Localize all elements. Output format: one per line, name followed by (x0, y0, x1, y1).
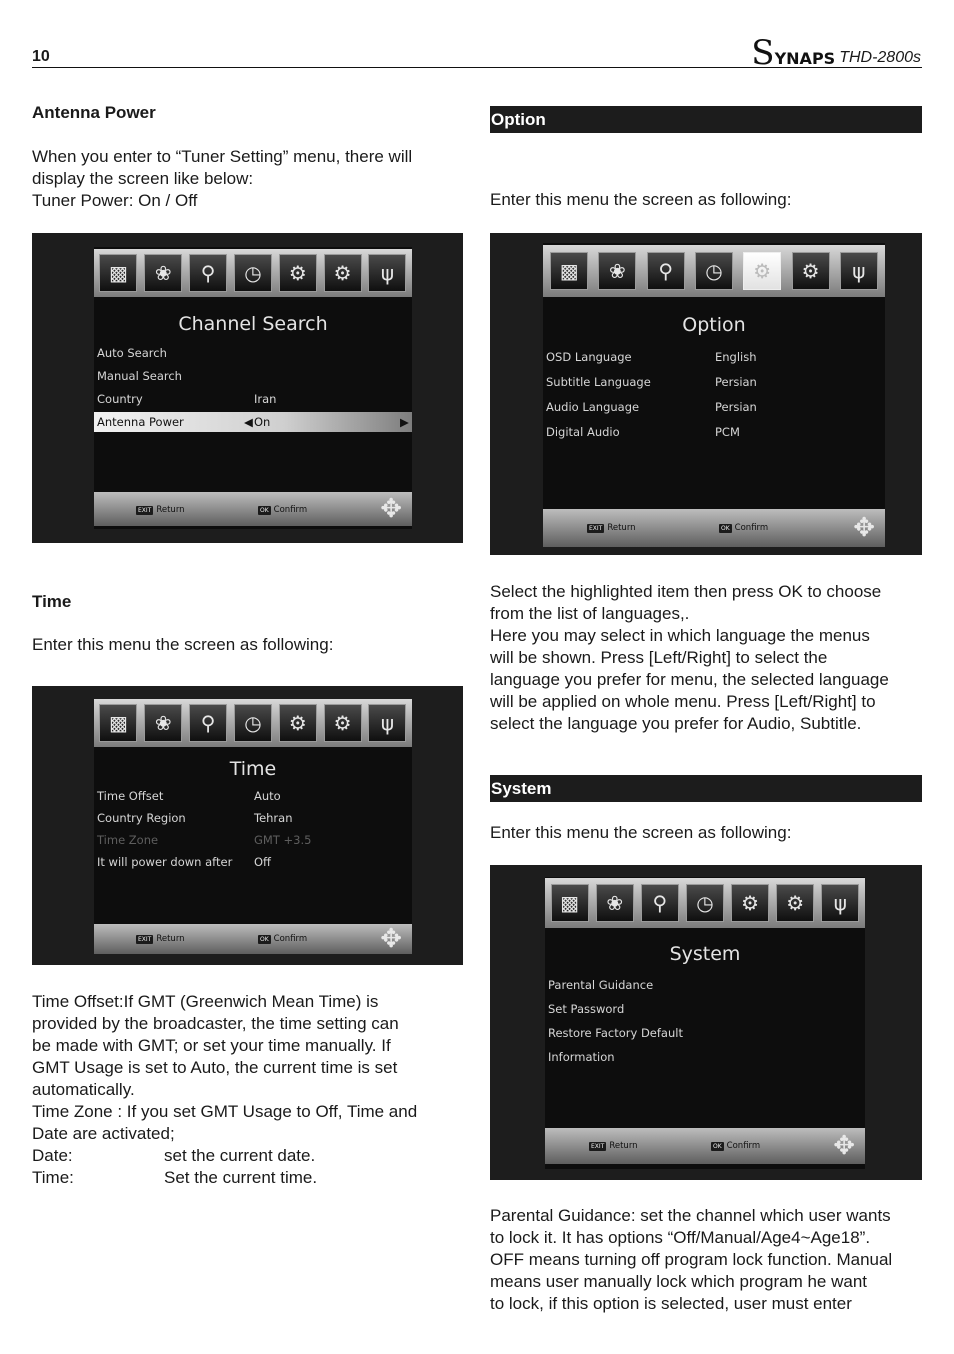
system-description: Parental Guidance: set the channel which user wants to lock it. It has options “Off/Manual/Age4~Age18”. OFF means turning off program lock function. Manual means user manually lock which program he want to lock, if this option is selected, user must enter (490, 1206, 893, 1313)
menu-row: Digital Audio PCM (546, 425, 740, 439)
screen-title: Channel Search (178, 313, 328, 335)
system-intro: Enter this menu the screen as following: (490, 823, 792, 842)
menu-row-disabled: Time Zone GMT +3.5 (97, 833, 312, 847)
settings-icon: ⚙ (279, 704, 317, 742)
antenna-power-intro: When you enter to “Tuner Setting” menu, there will display the screen like below: Tuner Power: On / Off (32, 147, 413, 210)
menu-row: Auto Search (97, 346, 167, 360)
usb-icon: ψ (840, 252, 878, 290)
system-heading-bar: System (490, 775, 922, 802)
clock-icon: ◷ (686, 884, 724, 922)
menu-row: It will power down after Off (97, 855, 271, 869)
search-globe-icon: ⚲ (647, 252, 685, 290)
screen-footer: EXIT Return OK Confirm ✥ (545, 1128, 865, 1164)
channel-search-screenshot (32, 233, 463, 543)
menu-icon-strip (545, 878, 865, 928)
model-name: THD-2800s (839, 49, 921, 66)
brand-logo: SYNAPS (751, 33, 836, 73)
usb-icon: ψ (821, 884, 859, 922)
option-icon-selected: ⚙ (743, 252, 781, 290)
menu-row: Manual Search (97, 369, 182, 383)
system-screenshot (490, 865, 922, 1180)
menu-icon-strip (94, 249, 412, 297)
clock-icon: ◷ (234, 704, 272, 742)
option-description: Select the highlighted item then press OK to choose from the list of languages,. Here you may select in which language the menus will be shown. Press [Left/Right] to select the language you prefer for menu, the selected language will be applied on whole menu. Press [Left/Right] to select the language you prefer for Audio, Subtitle. (490, 582, 889, 733)
tv-icon: ▩ (99, 254, 137, 292)
search-globe-icon: ⚲ (189, 254, 227, 292)
option-screenshot (490, 233, 922, 555)
usb-icon: ψ (368, 704, 406, 742)
search-globe-icon: ⚲ (189, 704, 227, 742)
clock-icon: ◷ (695, 252, 733, 290)
brand-header (751, 30, 921, 73)
menu-row: OSD Language English (546, 350, 757, 364)
gear-icon: ⚙ (776, 884, 814, 922)
search-globe-icon: ⚲ (641, 884, 679, 922)
page-number: 10 (32, 48, 50, 65)
screen-title: Time (229, 758, 277, 780)
header-rule (32, 67, 922, 68)
navigation-arrows-icon: ✥ (833, 1131, 855, 1161)
settings-icon: ⚙ (279, 254, 317, 292)
menu-row: Time Offset Auto (97, 789, 281, 803)
menu-row: Set Password (548, 1002, 625, 1016)
time-intro: Enter this menu the screen as following: (32, 635, 334, 654)
menu-row: Information (548, 1050, 615, 1064)
time-description: Time Offset:If GMT (Greenwich Mean Time) is provided by the broadcaster, the time setting can be made with GMT; or set your time manually. If GMT Usage is set to Auto, the current time is set automatically. Time Zone : If you set GMT Usage to Off, Time and Date are activated; Date: set the current date. Time: Set the current time. (32, 992, 418, 1187)
time-heading: Time (32, 592, 72, 611)
option-heading-bar: Option (490, 106, 922, 133)
menu-row: Country Region Tehran (97, 811, 293, 825)
screen-title: Option (682, 314, 746, 336)
tv-icon: ▩ (551, 884, 589, 922)
gear-icon: ⚙ (324, 254, 362, 292)
menu-row: Audio Language Persian (546, 400, 757, 414)
navigation-arrows-icon: ✥ (380, 924, 402, 954)
clock-icon: ◷ (234, 254, 272, 292)
gear-icon: ⚙ (324, 704, 362, 742)
antenna-power-heading: Antenna Power (32, 103, 156, 122)
option-intro: Enter this menu the screen as following: (490, 190, 792, 209)
screen-footer: EXIT Return OK Confirm ✥ (94, 492, 412, 526)
film-reel-icon: ❀ (598, 252, 636, 290)
menu-icon-strip (543, 245, 885, 297)
menu-row: Subtitle Language Persian (546, 375, 757, 389)
menu-row: Country Iran (97, 392, 277, 406)
navigation-arrows-icon: ✥ (380, 494, 402, 524)
screen-title: System (669, 943, 741, 965)
film-reel-icon: ❀ (144, 704, 182, 742)
menu-row-highlighted: Antenna Power ◀ On ▶ (94, 412, 412, 432)
tv-icon: ▩ (550, 252, 588, 290)
screen-footer: EXIT Return OK Confirm ✥ (94, 924, 412, 954)
usb-icon: ψ (368, 254, 406, 292)
time-screenshot (32, 686, 463, 965)
film-reel-icon: ❀ (144, 254, 182, 292)
menu-row: Restore Factory Default (548, 1026, 683, 1040)
menu-icon-strip (94, 699, 412, 747)
tv-icon: ▩ (99, 704, 137, 742)
film-reel-icon: ❀ (596, 884, 634, 922)
settings-icon: ⚙ (731, 884, 769, 922)
gear-icon: ⚙ (792, 252, 830, 290)
menu-row: Parental Guidance (548, 978, 654, 992)
navigation-arrows-icon: ✥ (853, 513, 875, 543)
screen-footer: EXIT Return OK Confirm ✥ (543, 509, 885, 547)
